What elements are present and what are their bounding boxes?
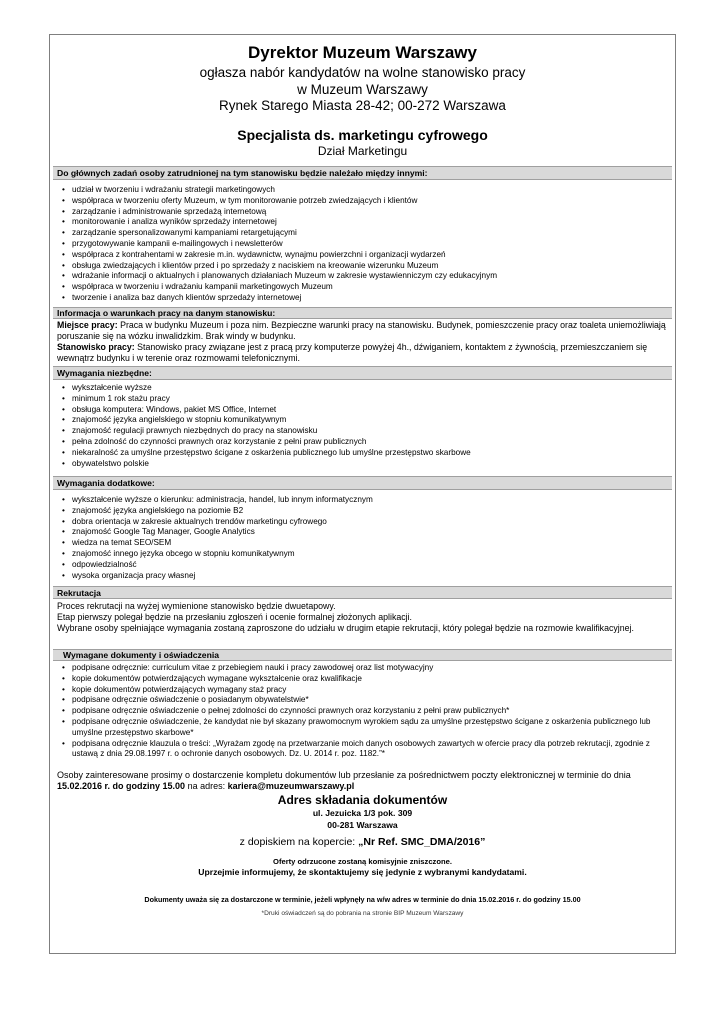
bullet-icon: • [62, 292, 65, 302]
bullet-icon: • [62, 663, 65, 672]
bullet-icon: • [62, 260, 65, 270]
additional-heading: Wymagania dodatkowe: [53, 476, 672, 490]
address-heading: Adres składania dokumentów [277, 793, 448, 807]
list-item: • znajomość regulacji prawnych niezbędnych do pracy na stanowisku [62, 426, 318, 436]
required-heading: Wymagania niezbędne: [53, 366, 672, 380]
list-item: • dobra orientacja w zakresie aktualnych trendów marketingu cyfrowego [62, 516, 327, 526]
bullet-icon: • [62, 495, 65, 504]
list-item: • kopie dokumentów potwierdzających wymagany staż pracy [62, 684, 287, 694]
list-item: • tworzenie i analiza baz danych klientów sprzedaży internetowej [62, 292, 302, 302]
list-item: • znajomość języka angielskiego na poziomie B2 [62, 505, 244, 515]
list-item: • zarządzanie spersonalizowanymi kampaniami retargetującymi [62, 228, 297, 238]
bullet-icon: • [62, 716, 65, 726]
bullet-icon: • [62, 206, 65, 216]
bullet-icon: • [62, 458, 65, 468]
recruitment-line: Etap pierwszy polegał będzie na przesłaniu zgłoszeń i ocenie formalnej złożonych aplikacji. [57, 612, 413, 622]
announcement-title: Dyrektor Muzeum Warszawy [248, 43, 477, 62]
list-item: • pełna zdolność do czynności prawnych oraz korzystanie z pełni praw publicznych [62, 436, 367, 446]
bullet-icon: • [62, 415, 65, 425]
department-name: Dział Marketingu [317, 144, 408, 158]
list-item: • podpisane odręcznie oświadczenie o pełnej zdolności do czynności prawnych oraz korzystaniu z pełni praw publicznych* [62, 706, 510, 716]
list-item: • znajomość innego języka obcego w stopniu komunikatywnym [62, 548, 295, 558]
bullet-icon: • [62, 238, 65, 248]
bullet-icon: • [62, 185, 65, 194]
list-item: • zarządzanie i administrowanie sprzedażą internetową [62, 206, 267, 216]
list-item: • współpraca z kontrahentami w zakresie m.in. wydawnictw, wynajmu powierzchni i organizacji wydarzeń [62, 249, 446, 259]
list-item: • współpraca w tworzeniu i wdrażaniu kampanii marketingowych Muzeum [62, 282, 333, 292]
list-item: • podpisane odręcznie: curriculum vitae z przebiegiem nauki i pracy zawodowej oraz list motywacyjny [62, 663, 434, 672]
bullet-icon: • [62, 738, 65, 748]
address-street: ul. Jezuicka 1/3 pok. 309 [312, 808, 413, 818]
tasks-list [60, 185, 669, 304]
list-item: • podpisane odręcznie oświadczenie, że kandydat nie był skazany prawomocnym wyrokiem sądu za umyślne przestępstwo ścigane z oskarżenia publicznego lub umyślne przestępstwo skarbowe* [62, 716, 651, 737]
bullet-icon: • [62, 228, 65, 238]
recruitment-line: Wybrane osoby spełniające wymagania zostaną zaproszone do udziału w drugim etapie rekrutacji, który polegał będzie na rozmowie kwalifikacyjnej. [57, 623, 634, 633]
bullet-icon: • [62, 282, 65, 292]
list-item: • obywatelstwo polskie [62, 458, 149, 468]
required-list [60, 383, 669, 469]
list-item: • obsługa komputera: Windows, pakiet MS Office, Internet [62, 404, 277, 414]
bullet-icon: • [62, 548, 65, 558]
bullet-icon: • [62, 195, 65, 205]
bullet-icon: • [62, 404, 65, 414]
address-city: 00-281 Warszawa [327, 820, 398, 830]
bullet-icon: • [62, 538, 65, 548]
list-item: • znajomość Google Tag Manager, Google Analytics [62, 527, 255, 537]
bullet-icon: • [62, 684, 65, 694]
bullet-icon: • [62, 383, 65, 392]
bullet-icon: • [62, 695, 65, 705]
conditions-heading: Informacja o warunkach pracy na danym stanowisku: [53, 307, 672, 319]
list-item: • wykształcenie wyższe [62, 383, 152, 392]
rejected-offers-note: Oferty odrzucone zostaną komisyjnie zniszczone. [273, 857, 452, 866]
application-instructions: Osoby zainteresowane prosimy o dostarczenie kompletu dokumentów lub przesłanie za pośrednictwem poczty elektronicznej w terminie do dnia 15.02.2016 r. do godziny 15.00 na adres: kariera@muzeumwarszawy.pl [57, 770, 631, 791]
conditions-text [57, 320, 669, 364]
recruitment-line: Proces rekrutacji na wyżej wymienione stanowisko będzie dwuetapowy. [57, 601, 336, 611]
bullet-icon: • [62, 706, 65, 716]
tasks-heading: Do głównych zadań osoby zatrudnionej na tym stanowisku będzie należało między innymi: [53, 166, 672, 180]
list-item: • monitorowanie i analiza wyników sprzedaży internetowej [62, 217, 277, 227]
contact-note: Uprzejmie informujemy, że skontaktujemy się jedynie z wybranymi kandydatami. [198, 867, 527, 877]
list-item: • wykształcenie wyższe o kierunku: administracja, handel, lub innym informatycznym [62, 495, 373, 504]
bullet-icon: • [62, 505, 65, 515]
bullet-icon: • [62, 447, 65, 457]
list-item: • wiedza na temat SEO/SEM [62, 538, 172, 548]
bullet-icon: • [62, 271, 65, 281]
institution-address: Rynek Starego Miasta 28-42; 00-272 Warszawa [219, 98, 506, 113]
documents-heading: Wymagane dokumenty i oświadczenia [53, 649, 672, 661]
bullet-icon: • [62, 393, 65, 403]
bullet-icon: • [62, 673, 65, 683]
list-item: • minimum 1 rok stażu pracy [62, 393, 170, 403]
bullet-icon: • [62, 559, 65, 569]
institution-name: w Muzeum Warszawy [297, 82, 428, 97]
list-item: • udział w tworzeniu i wdrażaniu strategii marketingowych [62, 185, 275, 194]
email-link[interactable]: kariera@muzeumwarszawy.pl [227, 781, 355, 791]
recruitment-text [57, 601, 669, 634]
bullet-icon: • [62, 217, 65, 227]
reference-line: z dopiskiem na kopercie: „Nr Ref. SMC_DMA/2016” [239, 836, 486, 848]
bullet-icon: • [62, 249, 65, 259]
delivery-deadline-note: Dokumenty uważa się za dostarczone w terminie, jeżeli wpłynęły na w/w adres w terminie do dnia 15.02.2016 r. do godziny 15.00 [144, 895, 581, 904]
position-title: Specjalista ds. marketingu cyfrowego [237, 127, 488, 143]
recruitment-heading: Rekrutacja [53, 586, 672, 599]
list-item: • podpisana odręcznie klauzula o treści: „Wyrażam zgodę na przetwarzanie moich danych osobowych zawartych w ofercie pracy dla potrzeb rekrutacji, zgodnie z ustawą z dnia 29.08.1997 r. o ochronie danych osobowych. Dz. U. 2014 r. poz. 1182.”* [62, 738, 650, 759]
job-announcement [49, 34, 676, 954]
bullet-icon: • [62, 436, 65, 446]
post-paragraph: Stanowisko pracy: Stanowisko pracy związane jest z pracą przy komputerze powyżej 4h., dźwiganiem, kontaktem z żywnością, przemieszczaniem się wewnątrz budynku i w terenie oraz rozmowami telefonicznymi. [57, 342, 648, 363]
bullet-icon: • [62, 570, 65, 580]
workplace-paragraph: Miejsce pracy: Praca w budynku Muzeum i poza nim. Bezpieczne warunki pracy na stanowisku. Budynek, pomieszczenie pracy oraz toaleta uniemożliwiają poruszanie się na wózku inwalidzkim. Brak windy w budynku. [57, 320, 666, 341]
documents-list [60, 663, 669, 760]
list-item: • wysoka organizacja pracy własnej [62, 570, 196, 580]
bullet-icon: • [62, 426, 65, 436]
list-item: • niekaralność za umyślne przestępstwo ścigane z oskarżenia publicznego lub umyślne przestępstwo skarbowe [62, 447, 471, 457]
list-item: • obsługa zwiedzających i klientów przed i po sprzedaży z naciskiem na kreowanie wizerunku Muzeum [62, 260, 439, 270]
list-item: • wdrażanie informacji o aktualnych i planowanych działaniach Muzeum w zakresie wystawienniczym czy edukacyjnym [62, 271, 498, 281]
additional-list [60, 495, 669, 581]
list-item: • kopie dokumentów potwierdzających wymagane wykształcenie oraz kwalifikacje [62, 673, 362, 683]
list-item: • współpraca w tworzeniu oferty Muzeum, w tym monitorowanie potrzeb zwiedzających i klientów [62, 195, 418, 205]
bullet-icon: • [62, 516, 65, 526]
announcement-subtitle: ogłasza nabór kandydatów na wolne stanowisko pracy [199, 65, 526, 80]
list-item: • podpisane odręcznie oświadczenie o posiadanym obywatelstwie* [62, 695, 309, 705]
list-item: • znajomość języka angielskiego w stopniu komunikatywnym [62, 415, 287, 425]
forms-footnote: *Druki oświadczeń są do pobrania na stronie BIP Muzeum Warszawy [261, 910, 464, 917]
list-item: • przygotowywanie kampanii e-mailingowych i newsletterów [62, 238, 283, 248]
bullet-icon: • [62, 527, 65, 537]
list-item: • odpowiedzialność [62, 559, 137, 569]
